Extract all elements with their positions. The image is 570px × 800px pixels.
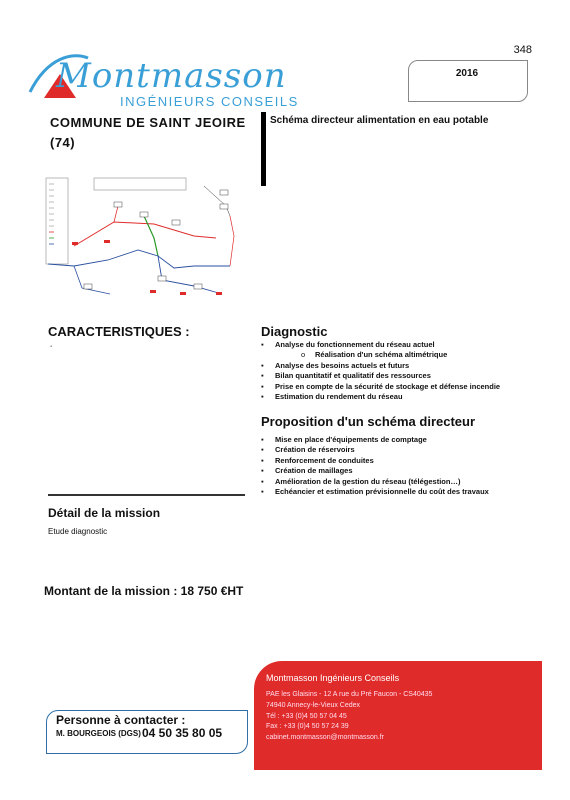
address-line: PAE les Glaisins - 12 A rue du Pré Faucon - CS40435 <box>266 691 433 698</box>
contact-name: M. BOURGEOIS (DGS) <box>56 729 141 738</box>
section-divider <box>48 494 245 496</box>
characteristics-heading: CARACTERISTIQUES : <box>48 324 190 339</box>
list-item: ▪ Analyse du fonctionnement du réseau actuel <box>261 340 435 349</box>
fax-line: Fax : +33 (0)4 50 57 24 39 <box>266 723 349 731</box>
company-title: Montmasson Ingénieurs Conseils <box>266 673 400 683</box>
characteristics-bullet: ▪ <box>50 344 53 350</box>
page-number: 348 <box>513 44 532 56</box>
mission-detail-heading: Détail de la mission <box>48 506 161 520</box>
list-item: ▪ Création de maillages <box>261 466 353 476</box>
proposition-list <box>261 435 489 497</box>
year-box <box>408 60 528 102</box>
list-item: ▪ Estimation du rendement du réseau <box>261 392 403 402</box>
list-item: ▪ Mise en place d'équipements de comptage <box>261 435 427 444</box>
contact-heading: Personne à contacter : <box>56 713 186 727</box>
list-item: ▪ Analyse des besoins actuels et futurs <box>261 360 410 370</box>
network-map <box>44 176 240 304</box>
list-item: ▪ Amélioration de la gestion du réseau (télégestion…) <box>261 476 461 486</box>
proposition-heading: Proposition d'un schéma directeur <box>261 414 476 429</box>
phone-line: Tél : +33 (0)4 50 57 04 45 <box>266 712 347 720</box>
year: 2016 <box>455 68 479 79</box>
list-item: ▪ Prise en compte de la sécurité de stockage et défense incendie <box>261 381 501 391</box>
mission-amount: Montant de la mission : 18 750 €HT <box>44 584 244 598</box>
address-line: 74940 Annecy-le-Vieux Cedex <box>266 701 361 709</box>
email-link[interactable]: cabinet.montmasson@montmasson.fr <box>266 734 384 742</box>
project-title: Schéma directeur alimentation en eau potable <box>270 115 489 126</box>
company-address <box>266 690 432 744</box>
logo-tagline: INGÉNIEURS CONSEILS <box>120 94 299 109</box>
title-bar <box>261 112 266 186</box>
diagnostic-heading: Diagnostic <box>261 324 328 339</box>
list-item: ▪ Bilan quantitatif et qualitatif des ressources <box>261 371 431 381</box>
list-item: ▪ Renforcement de conduites <box>261 455 374 465</box>
mission-detail-text: Etude diagnostic <box>48 527 108 536</box>
list-item: ▪ Création de réservoirs <box>261 445 355 455</box>
contact-phone: 04 50 35 80 05 <box>142 726 223 740</box>
logo-wordmark: Montmasson <box>56 56 287 96</box>
list-item: o Réalisation d'un schéma altimétrique <box>301 350 448 360</box>
list-item: ▪ Echéancier et estimation prévisionnelle du coût des travaux <box>261 487 489 497</box>
diagnostic-list <box>261 340 500 402</box>
commune-name: COMMUNE DE SAINT JEOIRE (74) <box>50 115 246 150</box>
